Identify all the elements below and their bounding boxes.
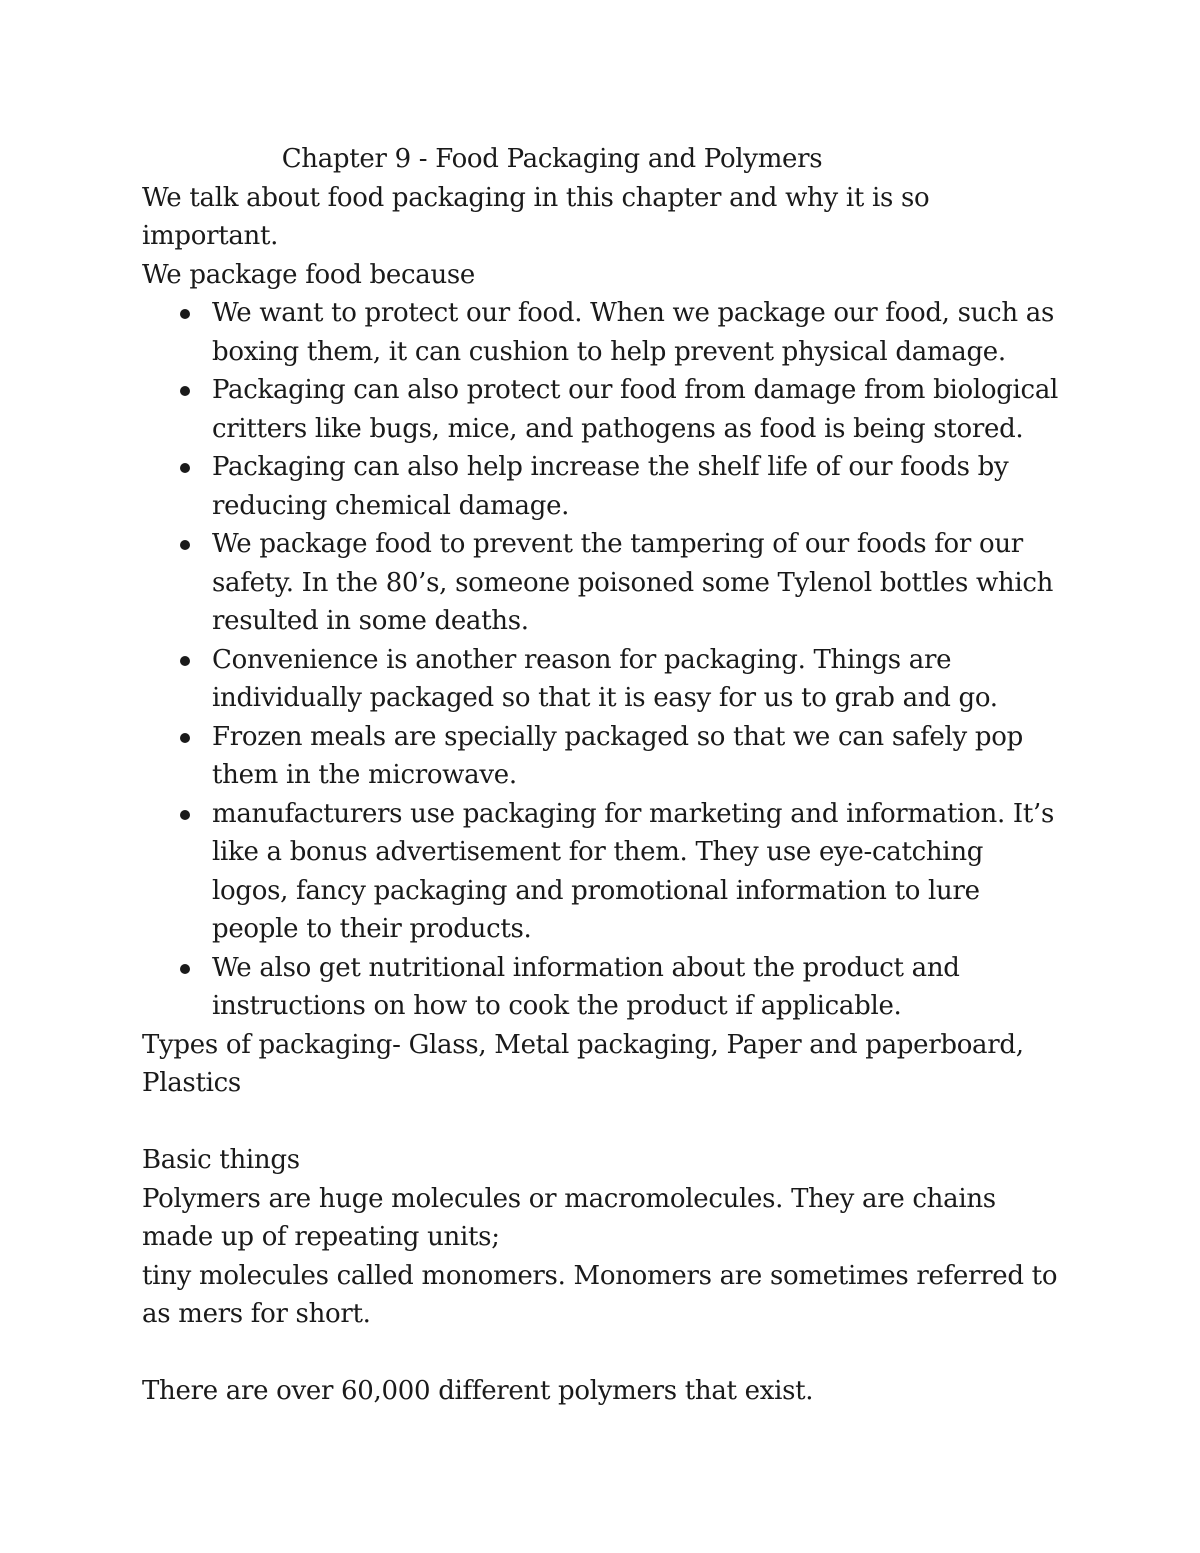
list-item (142, 525, 1092, 641)
polymers-paragraph: Polymers are huge molecules or macromolecules. They are chains made up of repeating units; (142, 1183, 996, 1252)
bullet-icon (180, 386, 190, 396)
blank-line (142, 1334, 1082, 1373)
list-item-text: We package food to prevent the tampering of our foods for our safety. In the 80’s, someone poisoned some Tylenol bottles which resulted in some deaths. (212, 529, 1054, 636)
packaging-types: Types of packaging- Glass, Metal packaging, Paper and paperboard, Plastics (142, 1029, 1024, 1098)
list-item-text: Convenience is another reason for packaging. Things are individually packaged so that it is easy for us to grab and go. (212, 644, 998, 713)
bullet-icon (180, 540, 190, 550)
list-item-text: Packaging can also protect our food from damage from biological critters like bugs, mice, and pathogens as food is being stored. (212, 375, 1059, 444)
list-item (142, 448, 1042, 525)
document-body (142, 140, 1082, 1411)
monomers-paragraph: tiny molecules called monomers. Monomers are sometimes referred to as mers for short. (142, 1260, 1058, 1329)
bullet-icon (180, 309, 190, 319)
polymers-count-paragraph: There are over 60,000 different polymers that exist. (142, 1376, 814, 1406)
bullet-icon (180, 656, 190, 666)
list-item (142, 641, 1032, 718)
list-item (142, 294, 1092, 371)
list-item-text: We want to protect our food. When we package our food, such as boxing them, it can cushion to help prevent physical damage. (212, 298, 1054, 367)
reasons-heading: We package food because (142, 259, 476, 290)
list-item-text: We also get nutritional information about the product and instructions on how to cook the product if applicable. (212, 952, 960, 1021)
bullet-icon (180, 463, 190, 473)
blank-line (142, 1103, 1082, 1142)
intro-paragraph: We talk about food packaging in this chapter and why it is so important. (142, 182, 930, 251)
reasons-list (142, 294, 1082, 1026)
bullet-icon (180, 810, 190, 820)
page-title: Chapter 9 - Food Packaging and Polymers (281, 144, 823, 174)
basic-heading: Basic things (142, 1145, 300, 1175)
list-item (142, 795, 1062, 949)
list-item-text: manufacturers use packaging for marketing and information. It’s like a bonus advertisement for them. They use eye-catching logos, fancy packaging and promotional information to lure people to their products. (212, 798, 1054, 944)
list-item-text: Packaging can also help increase the shelf life of our foods by reducing chemical damage. (212, 452, 1009, 521)
bullet-icon (180, 733, 190, 743)
list-item-text: Frozen meals are specially packaged so that we can safely pop them in the microwave. (212, 721, 1023, 790)
list-item (142, 949, 1052, 1026)
list-item (142, 371, 1092, 448)
list-item (142, 718, 1062, 795)
bullet-icon (180, 964, 190, 974)
